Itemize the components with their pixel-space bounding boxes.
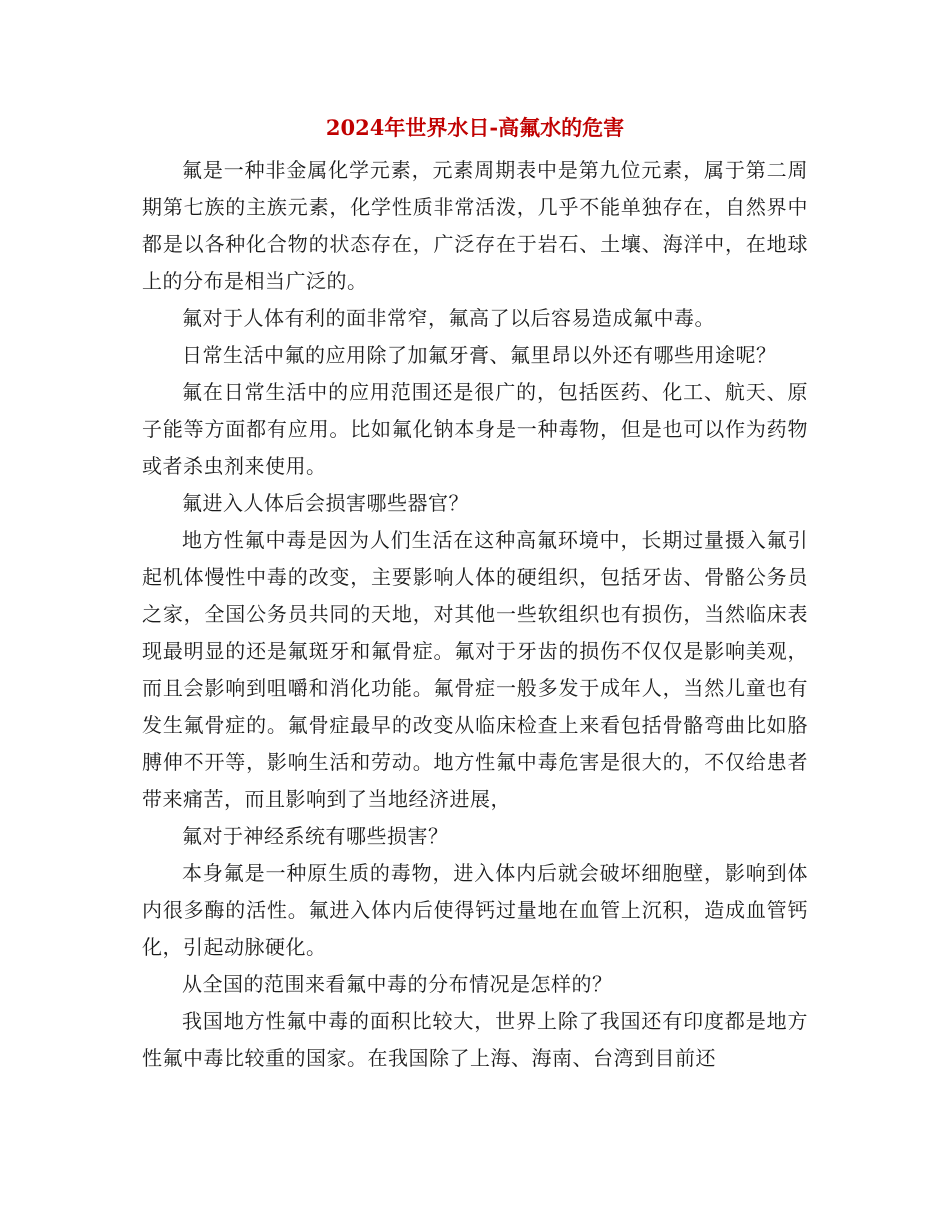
paragraph-question-distribution: 从全国的范围来看氟中毒的分布情况是怎样的？ <box>182 972 613 996</box>
paragraph-question-organs: 氟进入人体后会损害哪些器官？ <box>182 491 469 515</box>
paragraph-question-uses: 日常生活中氟的应用除了加氟牙膏、氟里昂以外还有哪些用途呢？ <box>182 343 777 367</box>
paragraph-distribution: 我国地方性氟中毒的面积比较大，世界上除了我国还有印度都是地方性氟中毒比较重的国家。在我国除了上海、海南、台湾到目前还 <box>142 1009 808 1070</box>
document-body <box>142 152 808 1077</box>
paragraph-question-nervous: 氟对于神经系统有哪些损害？ <box>182 824 449 848</box>
paragraph-fluorine-intro: 氟是一种非金属化学元素，元素周期表中是第九位元素，属于第二周期第七族的主族元素，化学性质非常活泼，几乎不能单独存在，自然界中都是以各种化合物的状态存在，广泛存在于岩石、土壤、海洋中，在地球上的分布是相当广泛的。 <box>142 158 808 293</box>
paragraph-protoplasm-toxin: 本身氟是一种原生质的毒物，进入体内后就会破坏细胞壁，影响到体内很多酶的活性。氟进入体内后使得钙过量地在血管上沉积，造成血管钙化，引起动脉硬化。 <box>142 861 808 959</box>
paragraph-applications: 氟在日常生活中的应用范围还是很广的，包括医药、化工、航天、原子能等方面都有应用。比如氟化钠本身是一种毒物，但是也可以作为药物或者杀虫剂来使用。 <box>142 380 808 478</box>
paragraph-narrow-benefit: 氟对于人体有利的面非常窄，氟高了以后容易造成氟中毒。 <box>182 306 715 330</box>
document-title: 2024年世界水日-高氟水的危害 <box>325 115 625 140</box>
paragraph-endemic-fluorosis: 地方性氟中毒是因为人们生活在这种高氟环境中，长期过量摄入氟引起机体慢性中毒的改变，主要影响人体的硬组织，包括牙齿、骨骼公务员之家，全国公务员共同的天地，对其他一些软组织也有损伤，当然临床表现最明显的还是氟斑牙和氟骨症。氟对于牙齿的损伤不仅仅是影响美观，而且会影响到咀嚼和消化功能。氟骨症一般多发于成年人，当然儿童也有发生氟骨症的。氟骨症最早的改变从临床检查上来看包括骨骼弯曲比如胳膊伸不开等，影响生活和劳动。地方性氟中毒危害是很大的，不仅给患者带来痛苦，而且影响到了当地经济进展， <box>142 528 808 811</box>
